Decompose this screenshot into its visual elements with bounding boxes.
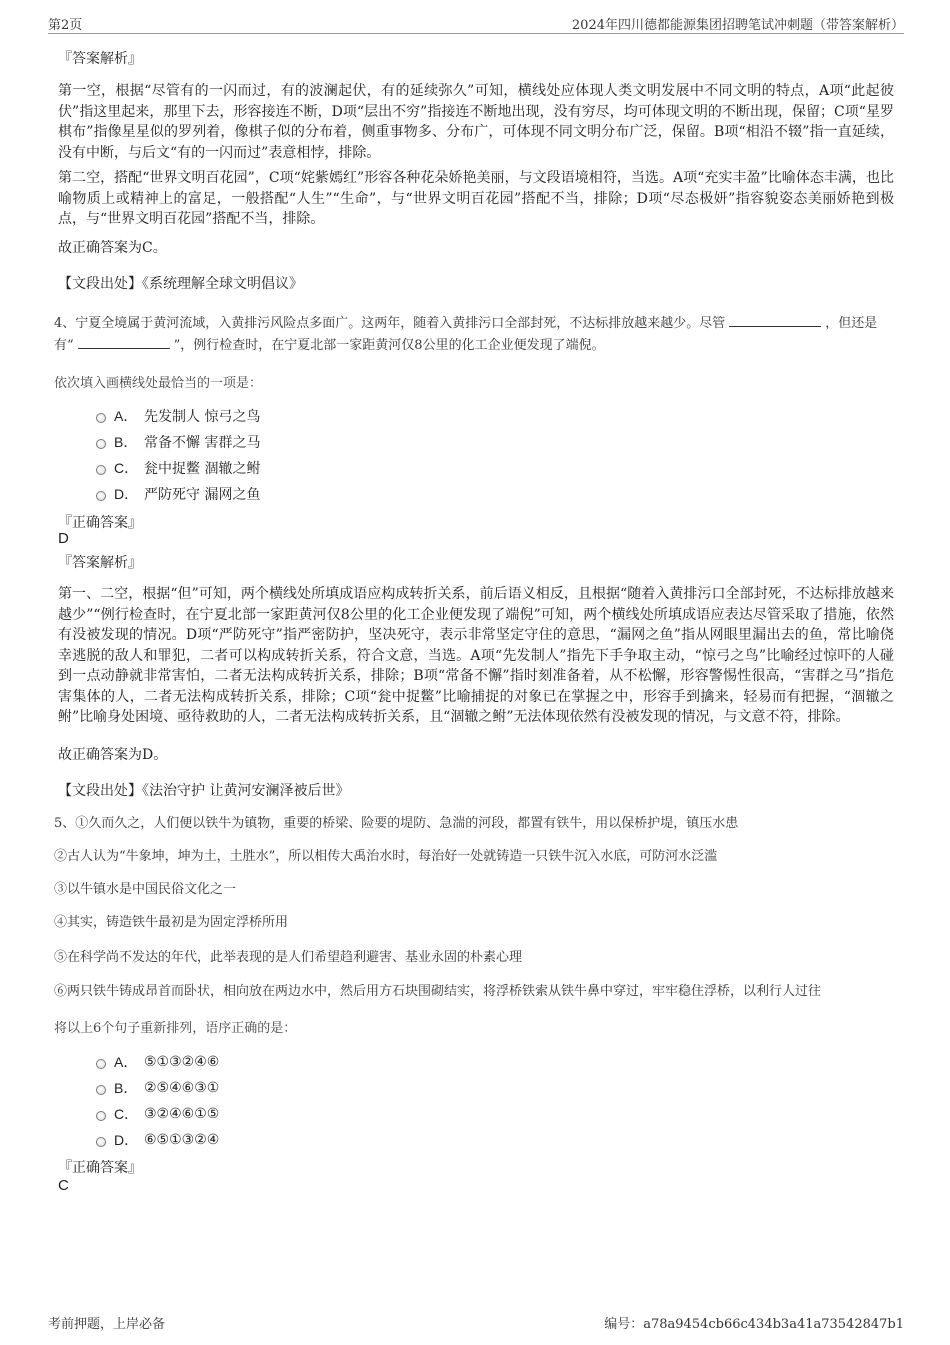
- radio-icon[interactable]: [96, 439, 106, 449]
- source-label: 【文段出处】: [58, 783, 142, 799]
- analysis-para-1-q3: 第一空，根据“尽管有的一闪而过，有的波澜起伏，有的延续弥久”可知，横线处应体现人类文明发展中不同文明的特点，A项“此起彼伏”指这里起来，那里下去，形容接连不断，D项“层出不穷”指接连不断地出现，没有穷尽，均可体现文明的不断出现，保留；C项“星罗棋布”指像星星似的罗列着，像棋子似的分布着，侧重事物多、分布广，可体现不同文明分布广泛，保留。B项“相沿不辍”指一直延续，没有中断，与后文“有的一闪而过”表意相悖，排除。: [58, 83, 894, 161]
- footer-slogan: 考前押题，上岸必备: [48, 1317, 166, 1332]
- document-code: 编号：a78a9454cb66c434b3a41a73542847b1: [604, 1317, 904, 1332]
- radio-icon[interactable]: [96, 1111, 106, 1121]
- source-text: 《法治守护 让黄河安澜泽被后世》: [142, 783, 350, 799]
- q5-sentence-6: ⑥两只铁牛铸成昂首而卧状，相向放在两边水中，然后用方石块围砌结实，将浮桥铁索从铁牛鼻中穿过，牢牢稳住浮桥，以利行人过往: [54, 984, 822, 999]
- source-q3: [58, 273, 303, 293]
- q5-sentence-2: ②古人认为“牛象坤，坤为土，土胜水”，所以相传大禹治水时，每治好一处就铸造一只铁牛沉入水底，可防河水泛滥: [54, 849, 718, 864]
- document-title: 2024年四川德都能源集团招聘笔试冲刺题（带答案解析）: [571, 18, 904, 33]
- radio-icon[interactable]: [96, 1137, 106, 1147]
- q5-sentence-3: ③以牛镇水是中国民俗文化之一: [54, 882, 237, 897]
- q5-instruction: 将以上6个句子重新排列，语序正确的是：: [54, 1021, 297, 1036]
- q5-option-d[interactable]: D． ⑥⑤①③②④: [96, 1130, 219, 1150]
- q5-option-b[interactable]: B． ②⑤④⑥③①: [96, 1078, 219, 1098]
- q5-option-a[interactable]: A． ⑤①③②④⑥: [96, 1052, 219, 1072]
- q5-sentence-4: ④其实，铸造铁牛最初是为固定浮桥所用: [54, 915, 289, 930]
- question-4-stem: 4、宁夏全境属于黄河流域，入黄排污风险点多面广。这两年，随着入黄排污口全部封死，不达标排放越来越少。尽管 ，但还是有“ ”，例行检查时，在宁夏北部一家距黄河仅8公里的化工企业便发现了端倪。: [54, 316, 878, 353]
- q5-sentence-1: 5、①久而久之，人们便以铁牛为镇物，重要的桥梁、险要的堤防、急湍的河段，都置有铁牛，用以保桥护堤，镇压水患: [54, 816, 739, 831]
- source-text: 《系统理解全球文明倡议》: [142, 276, 303, 292]
- q4-correct-label: 『正确答案』: [58, 515, 142, 531]
- radio-icon[interactable]: [96, 491, 106, 501]
- question-4-instruction: 依次填入画横线处最恰当的一项是：: [54, 376, 263, 391]
- radio-icon[interactable]: [96, 413, 106, 423]
- answer-blank-2: [78, 337, 170, 349]
- q4-option-d[interactable]: D． 严防死守 漏网之鱼: [96, 484, 260, 504]
- source-label: 【文段出处】: [58, 276, 142, 292]
- q4-option-a[interactable]: A． 先发制人 惊弓之鸟: [96, 406, 260, 426]
- q4-option-b[interactable]: B． 常备不懈 害群之马: [96, 432, 260, 452]
- page-header: [48, 14, 904, 34]
- q4-option-c[interactable]: C． 瓮中捉鳖 涸辙之鲋: [96, 458, 260, 478]
- source-q4: [58, 780, 349, 800]
- radio-icon[interactable]: [96, 1059, 106, 1069]
- q5-sentence-5: ⑤在科学尚不发达的年代，此举表现的是人们希望趋利避害、基业永固的朴素心理: [54, 950, 523, 965]
- radio-icon[interactable]: [96, 1085, 106, 1095]
- analysis-para-2-q3: 第二空，搭配“世界文明百花园”，C项“姹紫嫣红”形容各种花朵娇艳美丽，与文段语境相符，当选。A项“充实丰盈”比喻体态丰满，也比喻物质上或精神上的富足，一般搭配“人生”“生命”，与“世界文明百花园”搭配不当，排除；D项“尽态极妍”指容貌姿态美丽娇艳到极点，与“世界文明百花园”搭配不当，排除。: [58, 170, 894, 227]
- q4-analysis: 第一、二空，根据“但”可知，两个横线处所填成语应构成转折关系，前后语义相反，且根据“随着入黄排污口全部封死，不达标排放越来越少”“例行检查时，在宁夏北部一家距黄河仅8公里的化工企业便发现了端倪”可知，两个横线处所填成语应表达尽管采取了措施，依然有没被发现的情况。D项“严防死守”指严密防护，坚决死守，表示非常坚定守住的意思，“漏网之鱼”指从网眼里漏出去的鱼，常比喻侥幸逃脱的敌人和罪犯，二者可以构成转折关系，符合文意，当选。A项“先发制人”指先下手争取主动，“惊弓之鸟”比喻经过惊吓的人碰到一点动静就非常害怕，二者无法构成转折关系，排除；B项“常备不懈”指时刻准备着，从不松懈，形容警惕性很高，“害群之马”指危害集体的人，二者无法构成转折关系，排除；C项“瓮中捉鳖”比喻捕捉的对象已在掌握之中，形容手到擒来，轻易而有把握，“涸辙之鲋”比喻身处困境、亟待救助的人，二者无法构成转折关系，且“涸辙之鲋”无法体现依然有没被发现的情况，与文意不符，排除。: [58, 586, 894, 725]
- q4-analysis-label: 『答案解析』: [58, 555, 142, 571]
- q4-conclusion: 故正确答案为D。: [58, 747, 168, 763]
- analysis-label-q3: 『答案解析』: [58, 51, 142, 67]
- conclusion-q3: 故正确答案为C。: [58, 240, 167, 256]
- q4-correct-answer: D: [58, 530, 69, 547]
- answer-blank-1: [729, 315, 821, 327]
- q5-correct-label: 『正确答案』: [58, 1160, 142, 1176]
- q5-option-c[interactable]: C． ③②④⑥①⑤: [96, 1104, 219, 1124]
- q5-correct-answer: C: [58, 1177, 69, 1194]
- page-number: 第2页: [48, 18, 83, 33]
- radio-icon[interactable]: [96, 465, 106, 475]
